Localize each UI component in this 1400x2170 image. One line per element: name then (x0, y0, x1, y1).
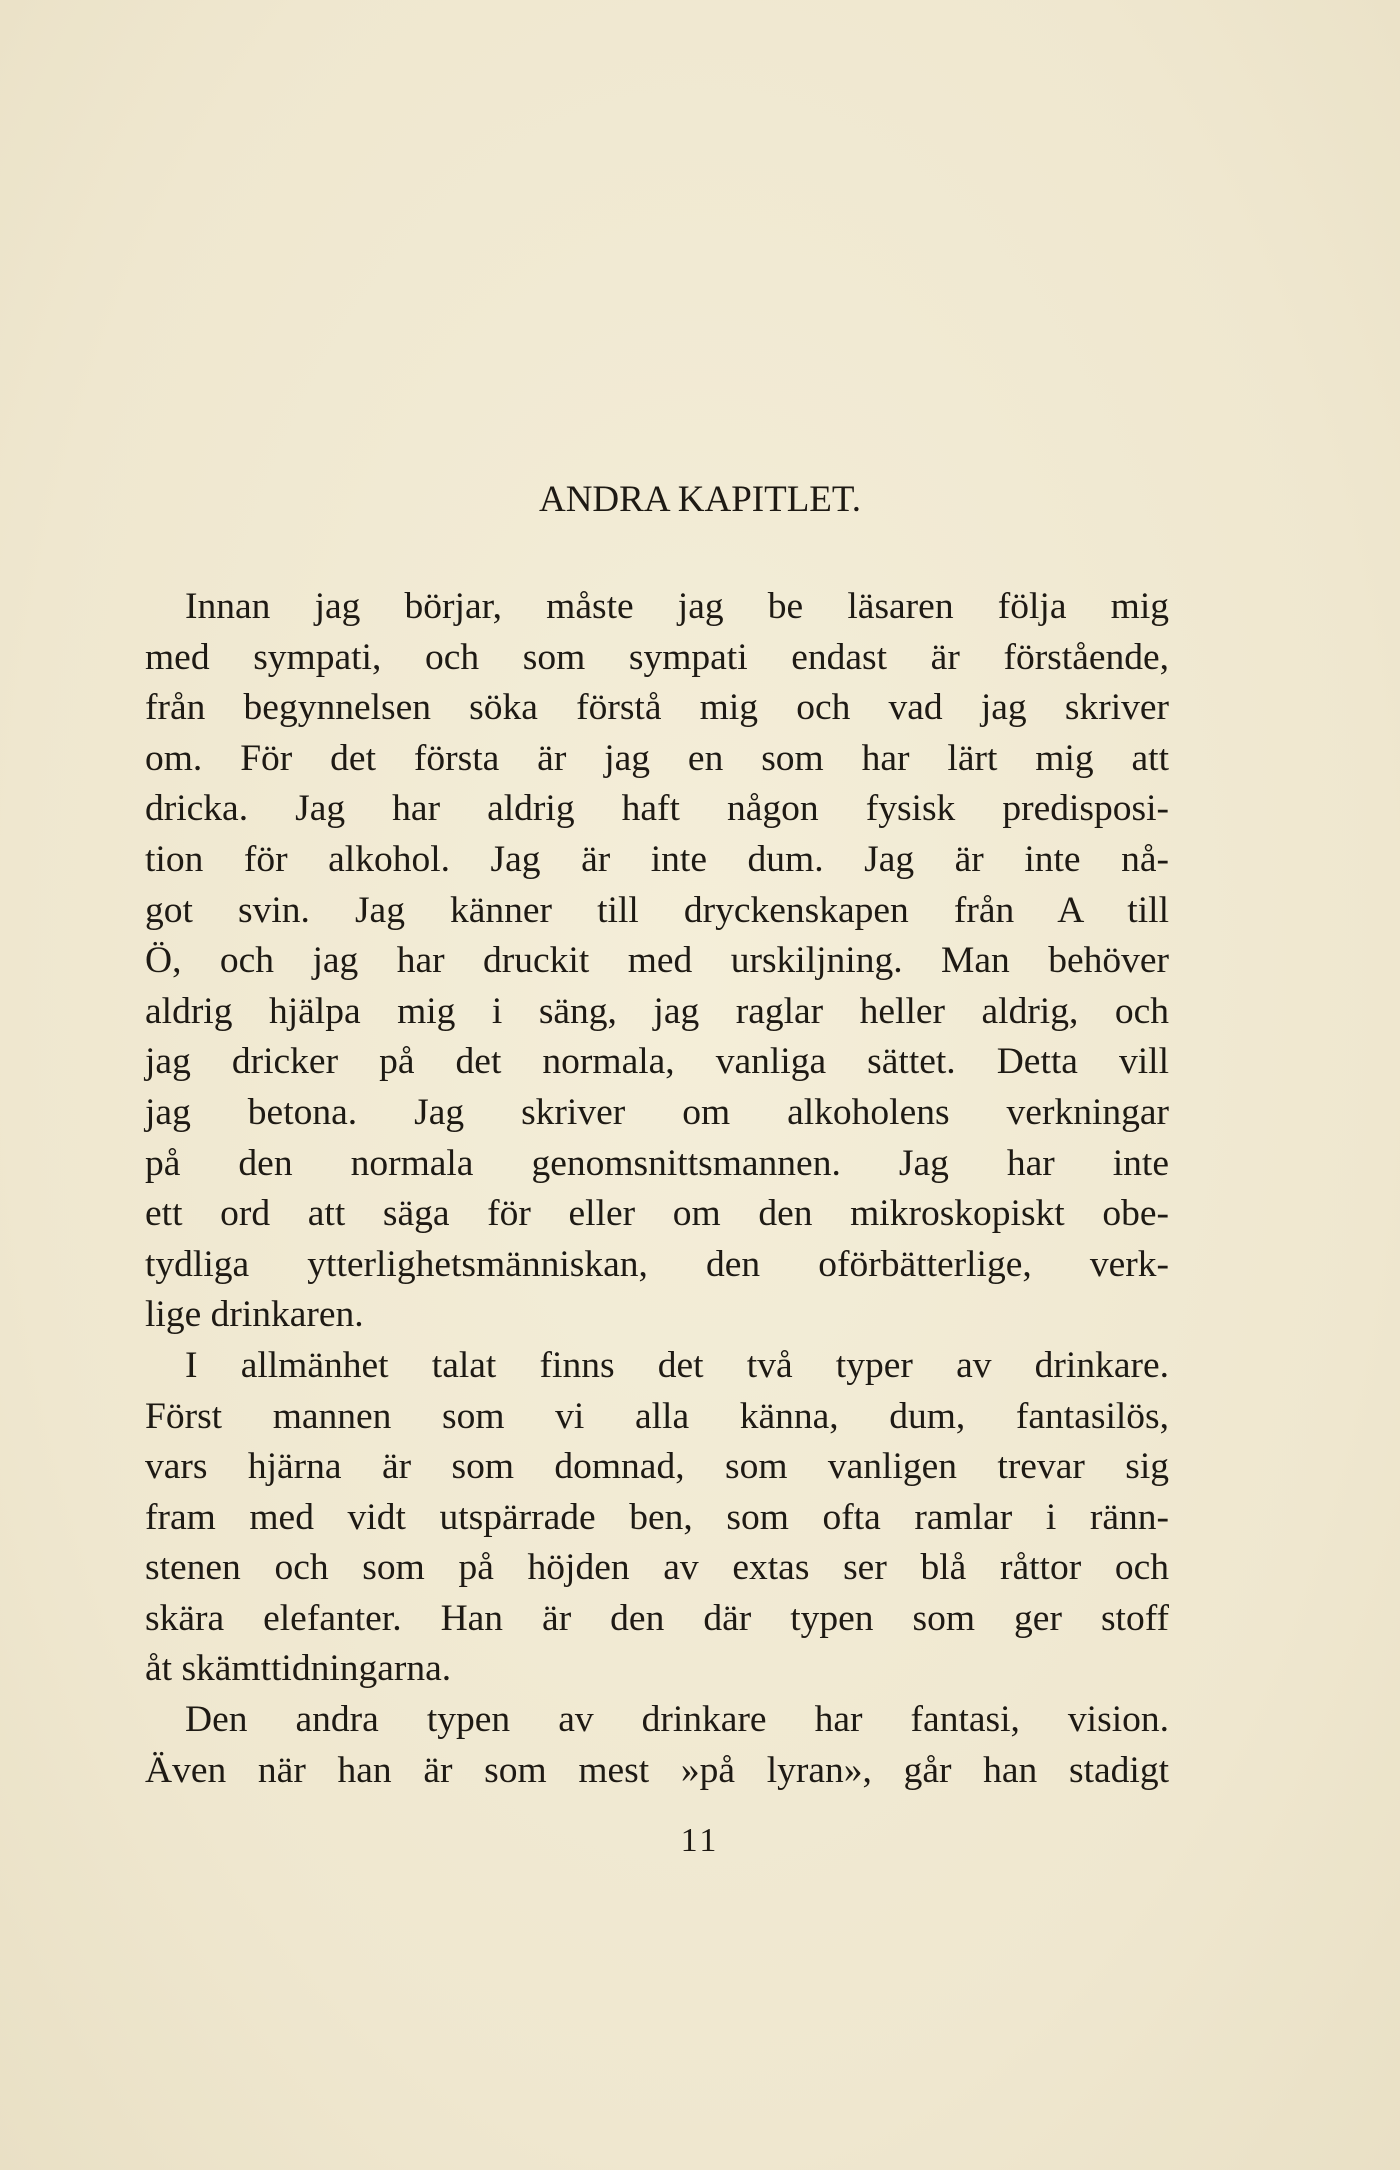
text-line: fram med vidt utspärrade ben, som ofta ramlar i ränn- (145, 1496, 1169, 1538)
text-line: stenen och som på höjden av extas ser blå råttor och (145, 1547, 1169, 1589)
text-line: Den andra typen av drinkare har fantasi, vision. (185, 1699, 1169, 1741)
text-line: åt skämttidningarna. (145, 1648, 452, 1690)
text-line: vars hjärna är som domnad, som vanligen trevar sig (145, 1446, 1169, 1488)
text-line: med sympati, och som sympati endast är förstående, (145, 636, 1169, 678)
text-line: skära elefanter. Han är den där typen som ger stoff (145, 1597, 1169, 1639)
text-line: ett ord att säga för eller om den mikroskopiskt obe- (145, 1193, 1169, 1235)
text-line: från begynnelsen söka förstå mig och vad jag skriver (145, 687, 1169, 729)
chapter-title: ANDRA KAPITLET. (538, 479, 861, 520)
text-line: på den normala genomsnittsmannen. Jag har inte (145, 1142, 1169, 1184)
page-number: 11 (680, 1822, 720, 1859)
text-line: Ö, och jag har druckit med urskiljning. Man behöver (145, 940, 1169, 982)
text-line: lige drinkaren. (145, 1294, 364, 1336)
text-line: Först mannen som vi alla känna, dum, fantasilös, (145, 1395, 1169, 1437)
text-line: jag dricker på det normala, vanliga sättet. Detta vill (145, 1041, 1169, 1083)
text-line: om. För det första är jag en som har lärt mig att (145, 737, 1169, 779)
body-text (145, 582, 1169, 1796)
text-line: jag betona. Jag skriver om alkoholens verkningar (145, 1091, 1169, 1133)
text-line: tydliga ytterlighetsmänniskan, den oförbätterlige, verk- (145, 1243, 1169, 1285)
text-line: Innan jag börjar, måste jag be läsaren följa mig (185, 586, 1169, 627)
text-line: aldrig hjälpa mig i säng, jag raglar heller aldrig, och (145, 990, 1169, 1032)
text-line: tion för alkohol. Jag är inte dum. Jag är inte nå- (145, 838, 1169, 880)
text-line: I allmänhet talat finns det två typer av drinkare. (185, 1344, 1169, 1386)
text-line: got svin. Jag känner till dryckenskapen från A till (145, 889, 1169, 931)
text-line: Även när han är som mest »på lyran», går han stadigt (145, 1749, 1169, 1791)
text-line: dricka. Jag har aldrig haft någon fysisk predisposi- (145, 788, 1169, 830)
